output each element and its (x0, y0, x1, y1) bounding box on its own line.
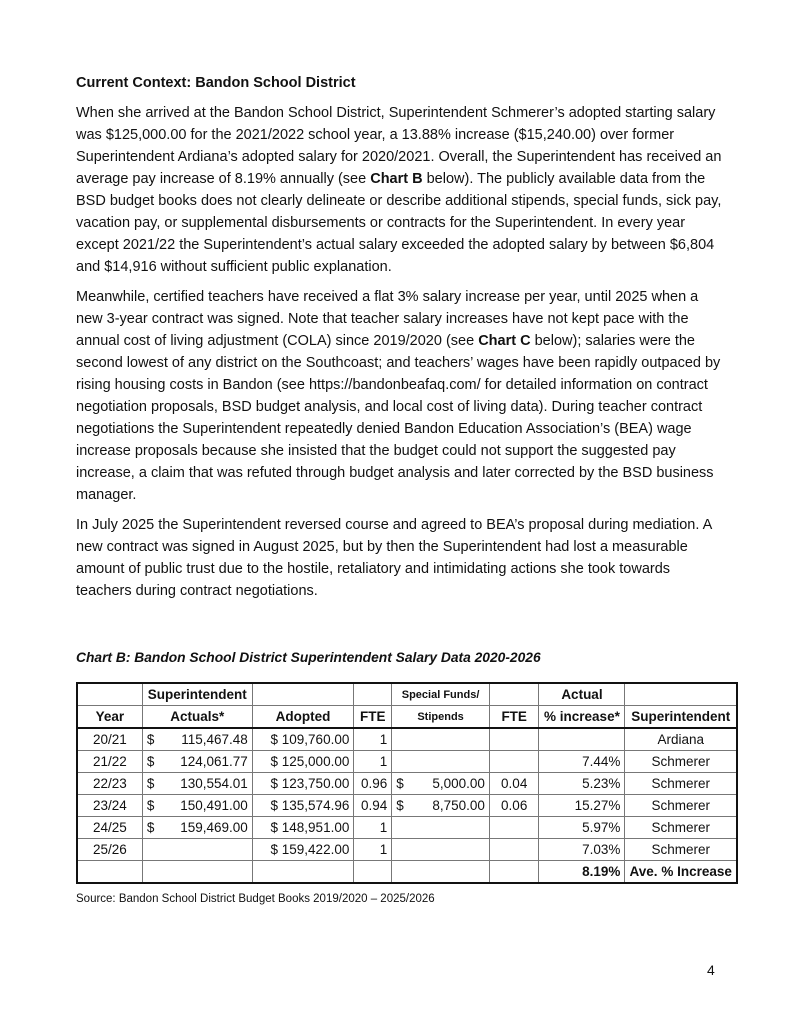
header-increase: % increase* (539, 706, 625, 729)
cell-increase: 7.03% (539, 839, 625, 861)
header-adopted: Adopted (252, 706, 354, 729)
paragraph-1-text-a: When she arrived at the Bandon School District, Superintendent Schmerer’s adopted starting salary was $125,000.00 for the 2021/2022 school year, a 13.88% increase ($15,240.00) over former Superintendent Ardiana’s adopted salary for 2020/2021. Overall, the Superintendent has received an average pay increase of 8.19% annually (see (76, 105, 722, 187)
currency-symbol: $ (396, 798, 404, 813)
paragraph-2-text-b: below); salaries were the second lowest of any district on the Southcoast; and teachers’ wages have been rapidly outpaced by rising housing costs in Bandon (see https://bandonbeafaq.com/ for detailed information on contract negotiation proposals, BSD budget analysis, and local cost of living data). During teacher contract negotiations the Superintendent repeatedly denied Bandon Education Association’s (BEA) wage increase proposals because she insisted that the budget could not support the suggested pay increase, a claim that was refuted through budget analysis and later corrected by the BSD business manager. (76, 333, 721, 503)
cell-supt: Schmerer (625, 817, 737, 839)
cell-supt: Ardiana (625, 728, 737, 751)
currency-symbol: $ (146, 732, 155, 747)
actuals-value: 115,467.48 (181, 732, 248, 747)
cell-fte2: 0.04 (489, 773, 539, 795)
source-note: Source: Bandon School District Budget Books 2019/2020 – 2025/2026 (76, 893, 435, 905)
average-increase-value: 8.19% (539, 861, 625, 884)
actuals-value: 130,554.01 (180, 776, 248, 791)
cell-year: 22/23 (77, 773, 142, 795)
header-adopted-top (252, 683, 354, 706)
cell-fte2 (489, 839, 539, 861)
cell-supt: Schmerer (625, 751, 737, 773)
cell-fte2 (489, 728, 539, 751)
cell-increase: 5.97% (539, 817, 625, 839)
chart-c-reference: Chart C (478, 333, 531, 349)
cell-special (392, 751, 490, 773)
cell-actuals (142, 839, 252, 861)
header-fte2: FTE (489, 706, 539, 729)
cell-fte1: 1 (354, 751, 392, 773)
cell-fte2: 0.06 (489, 795, 539, 817)
cell-actuals (142, 817, 252, 839)
page-number: 4 (707, 962, 715, 978)
footer-empty (354, 861, 392, 884)
average-increase-label: Ave. % Increase (625, 861, 737, 884)
cell-increase: 7.44% (539, 751, 625, 773)
header-fte1-top (354, 683, 392, 706)
cell-adopted: $ 159,422.00 (252, 839, 354, 861)
cell-year: 24/25 (77, 817, 142, 839)
table-row (77, 839, 737, 861)
cell-year: 25/26 (77, 839, 142, 861)
header-special-top: Special Funds/ (392, 683, 490, 706)
table-header-row-1 (77, 683, 737, 706)
cell-fte1: 1 (354, 839, 392, 861)
table-row (77, 817, 737, 839)
special-value: 5,000.00 (432, 776, 485, 791)
cell-fte1: 0.96 (354, 773, 392, 795)
paragraph-2 (76, 286, 726, 506)
table-footer-row (77, 861, 737, 884)
cell-special (392, 728, 490, 751)
currency-symbol: $ (146, 776, 155, 791)
cell-year: 23/24 (77, 795, 142, 817)
cell-increase (539, 728, 625, 751)
footer-empty (252, 861, 354, 884)
cell-fte1: 0.94 (354, 795, 392, 817)
header-supt: Superintendent (625, 706, 737, 729)
cell-increase: 5.23% (539, 773, 625, 795)
cell-special (392, 773, 490, 795)
footer-empty (392, 861, 490, 884)
cell-actuals (142, 773, 252, 795)
cell-supt: Schmerer (625, 773, 737, 795)
footer-empty (142, 861, 252, 884)
section-heading: Current Context: Bandon School District (76, 75, 356, 91)
chart-b-reference: Chart B (370, 171, 423, 187)
actuals-value: 159,469.00 (180, 820, 248, 835)
header-actuals-top: Superintendent (142, 683, 252, 706)
table-row (77, 773, 737, 795)
cell-year: 20/21 (77, 728, 142, 751)
cell-fte1: 1 (354, 728, 392, 751)
header-year: Year (77, 706, 142, 729)
actuals-value: 150,491.00 (180, 798, 248, 813)
currency-symbol: $ (396, 776, 404, 791)
cell-actuals (142, 728, 252, 751)
header-increase-top: Actual (539, 683, 625, 706)
paragraph-1 (76, 102, 726, 278)
table-row (77, 728, 737, 751)
paragraph-3: In July 2025 the Superintendent reversed course and agreed to BEA’s proposal during mediation. A new contract was signed in August 2025, but by then the Superintendent had lost a measurable amount of public trust due to the hostile, retaliatory and intimidating actions she took towards teachers during contract negotiations. (76, 517, 712, 599)
special-value: 8,750.00 (432, 798, 485, 813)
cell-special (392, 817, 490, 839)
currency-symbol: $ (146, 798, 155, 813)
header-special: Stipends (392, 706, 490, 729)
footer-empty (489, 861, 539, 884)
header-supt-top (625, 683, 737, 706)
cell-adopted: $ 123,750.00 (252, 773, 354, 795)
header-year-top (77, 683, 142, 706)
cell-supt: Schmerer (625, 795, 737, 817)
cell-fte1: 1 (354, 817, 392, 839)
paragraph-1-text-b: below). The publicly available data from the BSD budget books does not clearly delineate or describe additional stipends, special funds, sick pay, vacation pay, or supplemental disbursements or contracts for the Superintendent. In every year except 2021/22 the Superintendent’s actual salary exceeded the adopted salary by between $6,804 and $14,916 without sufficient public explanation. (76, 171, 722, 275)
currency-symbol: $ (146, 754, 155, 769)
cell-adopted: $ 148,951.00 (252, 817, 354, 839)
cell-special (392, 839, 490, 861)
cell-actuals (142, 751, 252, 773)
cell-special (392, 795, 490, 817)
document-body (76, 72, 726, 610)
cell-adopted: $ 125,000.00 (252, 751, 354, 773)
cell-increase: 15.27% (539, 795, 625, 817)
cell-actuals (142, 795, 252, 817)
cell-year: 21/22 (77, 751, 142, 773)
cell-adopted: $ 135,574.96 (252, 795, 354, 817)
table-header-row-2 (77, 706, 737, 729)
cell-fte2 (489, 751, 539, 773)
header-actuals: Actuals* (142, 706, 252, 729)
table-row (77, 795, 737, 817)
salary-table (76, 682, 738, 884)
paragraph-2-text-a: Meanwhile, certified teachers have received a flat 3% salary increase per year, until 2025 when a new 3-year contract was signed. Note that teacher salary increases have not kept pace with the annual cost of living adjustment (COLA) since 2019/2020 (see (76, 289, 699, 349)
cell-adopted: $ 109,760.00 (252, 728, 354, 751)
table-row (77, 751, 737, 773)
header-fte1: FTE (354, 706, 392, 729)
header-fte2-top (489, 683, 539, 706)
currency-symbol: $ (146, 820, 155, 835)
actuals-value: 124,061.77 (180, 754, 248, 769)
cell-fte2 (489, 817, 539, 839)
chart-title: Chart B: Bandon School District Superintendent Salary Data 2020-2026 (76, 650, 541, 665)
cell-supt: Schmerer (625, 839, 737, 861)
footer-empty (77, 861, 142, 884)
salary-table-container (76, 682, 738, 884)
